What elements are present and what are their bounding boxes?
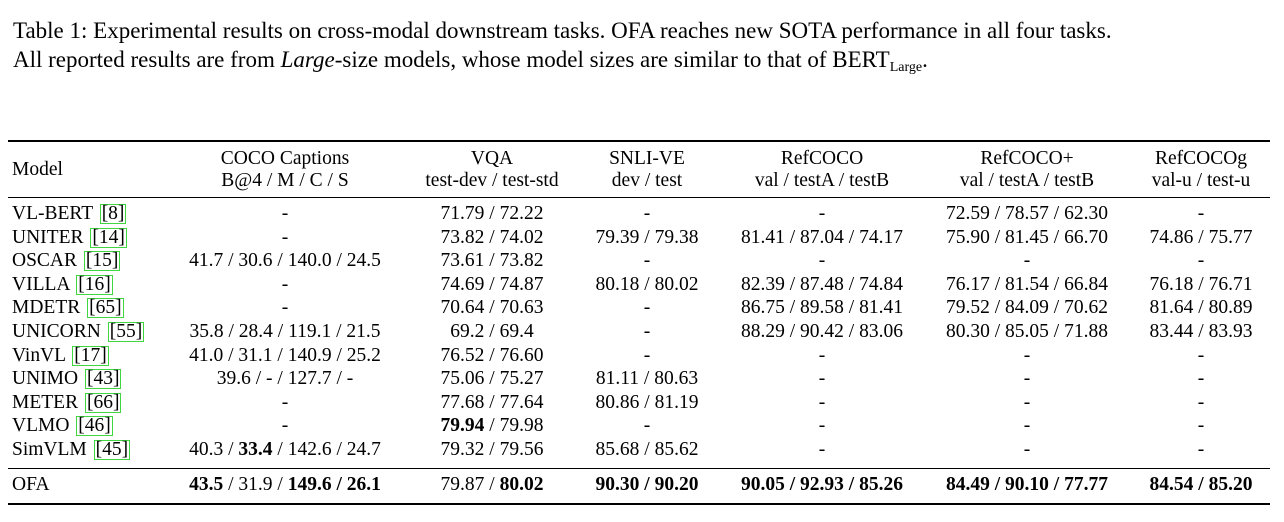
vqa-cell: 70.64 / 70.63 (440, 297, 544, 319)
refcocop-cell: 79.52 / 84.09 / 70.62 (946, 297, 1108, 319)
snli-cell: 80.18 / 80.02 (595, 273, 699, 295)
snli-cell: - (643, 344, 651, 366)
best-value: 90.05 / 92.93 / 85.26 (741, 473, 903, 495)
refcoco-cell: - (818, 250, 826, 272)
coco-cell: - (281, 226, 289, 248)
coco-cell (158, 468, 412, 504)
coco-cell: - (281, 415, 289, 437)
table-row (8, 367, 1270, 391)
coco-cell: 35.8 / 28.4 / 119.1 / 21.5 (189, 320, 381, 342)
refcocop-cell: - (1023, 438, 1031, 460)
model-name: VILLA (12, 273, 70, 295)
header-model: Model (8, 141, 158, 198)
table-row (8, 344, 1270, 368)
snli-cell: 85.68 / 85.62 (595, 438, 699, 460)
header-vqa (412, 141, 572, 198)
model-cell (8, 344, 158, 368)
model-cell (8, 367, 158, 391)
header-coco (158, 141, 412, 198)
table-caption (13, 16, 1275, 82)
model-cell (8, 438, 158, 468)
refcocop-cell: - (1023, 415, 1031, 437)
citation-link[interactable]: [8] (101, 203, 125, 224)
ofa-section (8, 468, 1270, 504)
refcocog-cell: - (1197, 368, 1205, 390)
refcocog-cell: 81.64 / 80.89 (1149, 297, 1253, 319)
coco-cell: 41.7 / 30.6 / 140.0 / 24.5 (189, 250, 381, 272)
header-title: RefCOCO (780, 148, 864, 169)
citation-link[interactable]: [55] (109, 320, 143, 342)
snli-cell: 80.86 / 81.19 (595, 391, 699, 413)
refcocog-cell: - (1197, 203, 1205, 224)
citation-link[interactable]: [45] (95, 438, 129, 460)
refcoco-cell: - (818, 415, 826, 437)
refcocog-cell: 74.86 / 75.77 (1149, 226, 1253, 248)
citation-link[interactable]: [17] (74, 344, 107, 366)
vqa-cell: 75.06 / 75.27 (440, 368, 544, 390)
model-cell (8, 391, 158, 415)
vqa-cell: 71.79 / 72.22 (440, 203, 544, 224)
refcoco-cell: - (818, 391, 826, 413)
model-name: VL-BERT (12, 203, 93, 224)
vqa-cell: 74.69 / 74.87 (440, 273, 544, 295)
vqa-cell (412, 468, 572, 504)
model-cell (8, 226, 158, 250)
vqa-cell: 73.82 / 74.02 (440, 226, 544, 248)
refcocop-cell: - (1023, 391, 1031, 413)
model-name: UNICORN (12, 320, 101, 342)
table-row-ofa (8, 468, 1270, 504)
table-row (8, 198, 1270, 226)
snli-cell: 81.11 / 80.63 (595, 368, 699, 390)
snli-cell (572, 468, 722, 504)
table-row (8, 438, 1270, 468)
table-header (8, 141, 1270, 198)
header-sub: val / testA / testB (959, 170, 1095, 191)
coco-cell: 39.6 / - / 127.7 / - (216, 368, 354, 390)
best-value: 90.30 / 90.20 (595, 473, 699, 495)
coco-cell: - (281, 273, 289, 295)
caption-emphasis: Large (280, 47, 335, 72)
caption-text: . (922, 47, 928, 72)
refcocog-cell: - (1197, 391, 1205, 413)
header-sub: B@4 / M / C / S (221, 170, 349, 191)
citation-link[interactable]: [15] (85, 250, 119, 272)
refcoco-cell: 86.75 / 89.58 / 81.41 (741, 297, 903, 319)
refcocog-cell: 76.18 / 76.71 (1149, 273, 1253, 295)
header-sub: dev / test (611, 170, 683, 191)
value-text: / 31.9 / (223, 473, 288, 495)
snli-cell: 79.39 / 79.38 (595, 226, 699, 248)
vqa-cell (412, 414, 572, 438)
refcoco-cell: 82.39 / 87.48 / 74.84 (741, 273, 903, 295)
value-text: / 142.6 / 24.7 (272, 438, 381, 460)
refcocog-cell (1132, 468, 1270, 504)
model-name: METER (12, 391, 79, 413)
caption-subscript: Large (889, 60, 923, 75)
caption-line-1: Table 1: Experimental results on cross-modal downstream tasks. OFA reaches new SOTA performance in all four tasks. (13, 18, 1112, 43)
coco-cell: 41.0 / 31.1 / 140.9 / 25.2 (189, 344, 381, 366)
vqa-cell: 73.61 / 73.82 (440, 250, 544, 272)
header-refcocog (1132, 141, 1270, 198)
best-value: 79.94 (440, 415, 485, 437)
coco-cell (158, 438, 412, 468)
snli-cell: - (643, 203, 651, 224)
model-name: UNITER (12, 226, 84, 248)
refcocop-cell (922, 468, 1132, 504)
best-value: 43.5 (189, 473, 224, 495)
table-row (8, 273, 1270, 297)
refcocop-cell: - (1023, 344, 1031, 366)
table-row (8, 296, 1270, 320)
caption-text: -size models, whose model sizes are similar to that of BERT (334, 47, 890, 72)
model-name: VLMO (12, 415, 70, 437)
table-body (8, 198, 1270, 469)
snli-cell: - (643, 297, 651, 319)
refcocop-cell: 80.30 / 85.05 / 71.88 (946, 320, 1108, 342)
refcocop-cell: - (1023, 250, 1031, 272)
refcoco-cell: 88.29 / 90.42 / 83.06 (741, 320, 903, 342)
model-name: MDETR (12, 297, 81, 319)
caption-line-2 (13, 45, 1275, 82)
header-title: RefCOCO+ (980, 148, 1074, 169)
refcoco-cell (722, 468, 922, 504)
refcocog-cell: - (1197, 250, 1205, 272)
refcocog-cell: 83.44 / 83.93 (1149, 320, 1253, 342)
value-text: / 79.98 (484, 415, 544, 437)
model-name: OFA (8, 468, 158, 504)
citation-link[interactable]: [14] (92, 226, 125, 248)
header-title: VQA (470, 148, 514, 169)
vqa-cell: 79.32 / 79.56 (440, 438, 544, 460)
value-text: 79.87 / (440, 473, 500, 495)
best-value: 80.02 (499, 473, 544, 495)
header-refcocop (922, 141, 1132, 198)
refcocog-cell: - (1197, 344, 1205, 366)
header-snli (572, 141, 722, 198)
header-sub: val / testA / testB (754, 170, 890, 191)
table-row (8, 226, 1270, 250)
model-cell (8, 198, 158, 226)
model-name: VinVL (12, 344, 66, 366)
header-title: SNLI-VE (609, 148, 685, 169)
refcocog-cell: - (1197, 438, 1205, 460)
refcoco-cell: - (818, 203, 826, 224)
citation-link[interactable]: [66] (86, 391, 120, 413)
value-text: 40.3 / (189, 438, 239, 460)
snli-cell: - (643, 320, 651, 342)
model-cell (8, 320, 158, 344)
header-refcoco (722, 141, 922, 198)
header-sub: test-dev / test-std (425, 170, 559, 191)
snli-cell: - (643, 250, 651, 272)
model-name: UNIMO (12, 368, 79, 390)
refcocop-cell: 76.17 / 81.54 / 66.84 (946, 273, 1108, 295)
best-value: 33.4 (238, 438, 273, 460)
header-sub: val-u / test-u (1151, 170, 1251, 191)
refcocop-cell: - (1023, 368, 1031, 390)
table-row (8, 320, 1270, 344)
vqa-cell: 69.2 / 69.4 (450, 320, 534, 342)
refcoco-cell: - (818, 438, 826, 460)
table-row (8, 414, 1270, 438)
model-cell (8, 273, 158, 297)
best-value: 84.49 / 90.10 / 77.77 (946, 473, 1108, 495)
citation-link[interactable]: [16] (78, 273, 111, 295)
snli-cell: - (643, 415, 651, 437)
vqa-cell: 77.68 / 77.64 (440, 391, 544, 413)
refcocog-cell: - (1197, 415, 1205, 437)
coco-cell: - (281, 297, 289, 319)
citation-link[interactable]: [65] (89, 297, 122, 319)
best-value: 84.54 / 85.20 (1149, 473, 1253, 495)
header-title: RefCOCOg (1154, 148, 1248, 169)
refcocop-cell: 72.59 / 78.57 / 62.30 (946, 203, 1108, 224)
model-cell (8, 296, 158, 320)
coco-cell: - (281, 203, 289, 224)
best-value: 149.6 / 26.1 (287, 473, 381, 495)
refcocop-cell: 75.90 / 81.45 / 66.70 (946, 226, 1108, 248)
citation-link[interactable]: [43] (86, 368, 120, 390)
model-cell (8, 414, 158, 438)
refcoco-cell: 81.41 / 87.04 / 74.17 (741, 226, 903, 248)
model-name: OSCAR (12, 250, 78, 272)
citation-link[interactable]: [46] (78, 415, 111, 437)
refcoco-cell: - (818, 344, 826, 366)
header-title: COCO Captions (220, 148, 350, 169)
table-row (8, 391, 1270, 415)
refcoco-cell: - (818, 368, 826, 390)
model-name: SimVLM (12, 438, 87, 460)
model-cell (8, 249, 158, 273)
table-row (8, 249, 1270, 273)
caption-text: All reported results are from (13, 47, 281, 72)
results-table (8, 140, 1270, 505)
coco-cell: - (281, 391, 289, 413)
vqa-cell: 76.52 / 76.60 (440, 344, 544, 366)
